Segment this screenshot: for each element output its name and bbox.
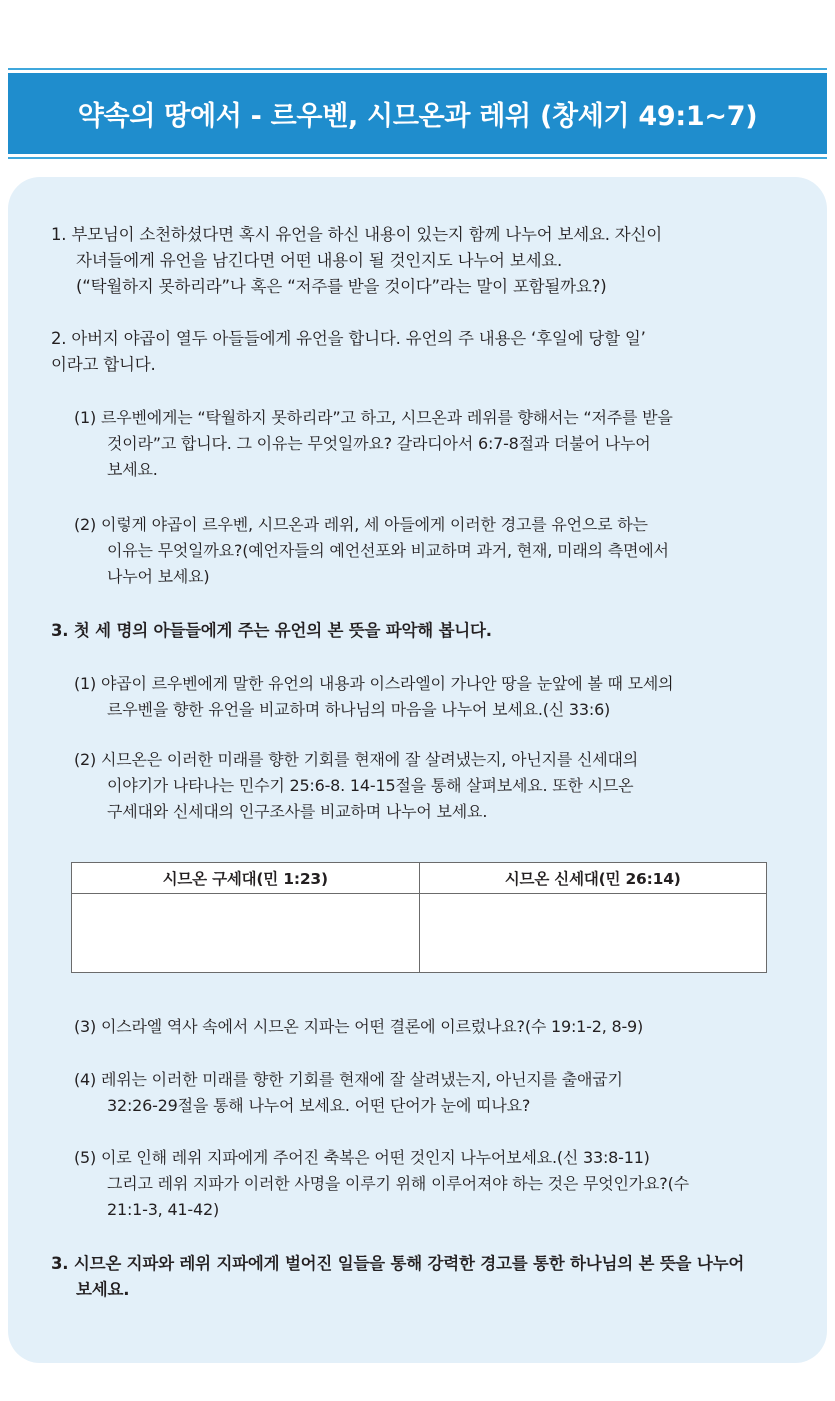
question-2-sub-2-line-1: (2) 이렇게 야곱이 르우벤, 시므온과 레위, 세 아들에게 이러한 경고를 유언으로 하는: [74, 515, 648, 534]
question-3-sub-1-line-1: (1) 야곱이 르우벤에게 말한 유언의 내용과 이스라엘이 가나안 땅을 눈앞에 볼 때 모세의: [74, 674, 674, 693]
question-3-sub-1: [74, 671, 673, 723]
page-title: 약속의 땅에서 - 르우벤, 시므온과 레위 (창세기 49:1~7): [77, 101, 758, 132]
question-1: [51, 222, 662, 300]
header-top-rule: [8, 68, 827, 70]
question-4: [51, 1251, 744, 1303]
question-2-line-1: 2. 아버지 야곱이 열두 아들들에게 유언을 합니다. 유언의 주 내용은 ‘후일에 당할 일’: [51, 329, 646, 348]
table-column-old-generation: [72, 863, 419, 972]
question-2-sub-1-line-3: 보세요.: [107, 460, 158, 479]
table-column-new-generation: [419, 863, 767, 972]
question-3-sub-2: [74, 747, 638, 825]
table-header-new-generation: 시므온 신세대(민 26:14): [420, 863, 767, 894]
question-3-sub-2-line-2: 이야기가 나타나는 민수기 25:6-8. 14-15절을 통해 살펴보세요. 또한 시므온: [107, 776, 634, 795]
question-3-sub-1-line-2: 르우벤을 향한 유언을 비교하며 하나님의 마음을 나누어 보세요.(신 33:6): [107, 700, 611, 719]
question-2-sub-2-line-3: 나누어 보세요): [107, 567, 210, 586]
question-3-sub-4-line-1: (4) 레위는 이러한 미래를 향한 기회를 현재에 잘 살려냈는지, 아닌지를 출애굽기: [74, 1070, 623, 1089]
table-header-old-generation: 시므온 구세대(민 1:23): [72, 863, 419, 894]
question-3-sub-3: [74, 1014, 643, 1040]
question-3-sub-4: [74, 1067, 623, 1119]
question-2-sub-1-line-2: 것이라”고 합니다. 그 이유는 무엇일까요? 갈라디아서 6:7-8절과 더불어 나누어: [107, 434, 651, 453]
question-3-sub-4-line-2: 32:26-29절을 통해 나누어 보세요. 어떤 단어가 눈에 띠나요?: [107, 1096, 531, 1115]
table-cell-old-generation[interactable]: [72, 894, 419, 972]
question-4-line-1: 3. 시므온 지파와 레위 지파에게 벌어진 일들을 통해 강력한 경고를 통한 하나님의 본 뜻을 나누어: [51, 1254, 745, 1273]
question-2-line-2: 이라고 합니다.: [51, 355, 156, 374]
question-3: [51, 618, 492, 644]
question-2-sub-2: [74, 512, 669, 590]
simeon-census-table: [71, 862, 767, 973]
question-2-sub-1: [74, 405, 673, 483]
question-2-sub-2-line-2: 이유는 무엇일까요?(예언자들의 예언선포와 비교하며 과거, 현재, 미래의 측면에서: [107, 541, 669, 560]
question-3-sub-2-line-1: (2) 시므온은 이러한 미래를 향한 기회를 현재에 잘 살려냈는지, 아닌지를 신세대의: [74, 750, 639, 769]
question-1-line-3: (“탁월하지 못하리라”나 혹은 “저주를 받을 것이다”라는 말이 포함될까요?): [76, 277, 607, 296]
question-3-sub-2-line-3: 구세대와 신세대의 인구조사를 비교하며 나누어 보세요.: [107, 802, 488, 821]
header-bottom-rule: [8, 157, 827, 159]
question-3-line-1: 3. 첫 세 명의 아들들에게 주는 유언의 본 뜻을 파악해 봅니다.: [51, 621, 492, 640]
table-cell-new-generation[interactable]: [420, 894, 767, 972]
question-2: [51, 326, 646, 378]
question-3-sub-5: [74, 1145, 689, 1223]
question-3-sub-5-line-1: (5) 이로 인해 레위 지파에게 주어진 축복은 어떤 것인지 나누어보세요.(신 33:8-11): [74, 1148, 650, 1167]
question-1-line-2: 자녀들에게 유언을 남긴다면 어떤 내용이 될 것인지도 나누어 보세요.: [76, 251, 563, 270]
question-2-sub-1-line-1: (1) 르우벤에게는 “탁월하지 못하리라”고 하고, 시므온과 레위를 향해서는 “저주를 받을: [74, 408, 673, 427]
question-3-sub-5-line-2: 그리고 레위 지파가 이러한 사명을 이루기 위해 이루어져야 하는 것은 무엇인가요?(수: [107, 1174, 689, 1193]
question-3-sub-3-line-1: (3) 이스라엘 역사 속에서 시므온 지파는 어떤 결론에 이르렀나요?(수 19:1-2, 8-9): [74, 1017, 644, 1036]
title-banner: [8, 73, 827, 154]
question-4-line-2: 보세요.: [76, 1280, 130, 1299]
question-3-sub-5-line-3: 21:1-3, 41-42): [107, 1200, 219, 1219]
question-1-line-1: 1. 부모님이 소천하셨다면 혹시 유언을 하신 내용이 있는지 함께 나누어 보세요. 자신이: [51, 225, 663, 244]
